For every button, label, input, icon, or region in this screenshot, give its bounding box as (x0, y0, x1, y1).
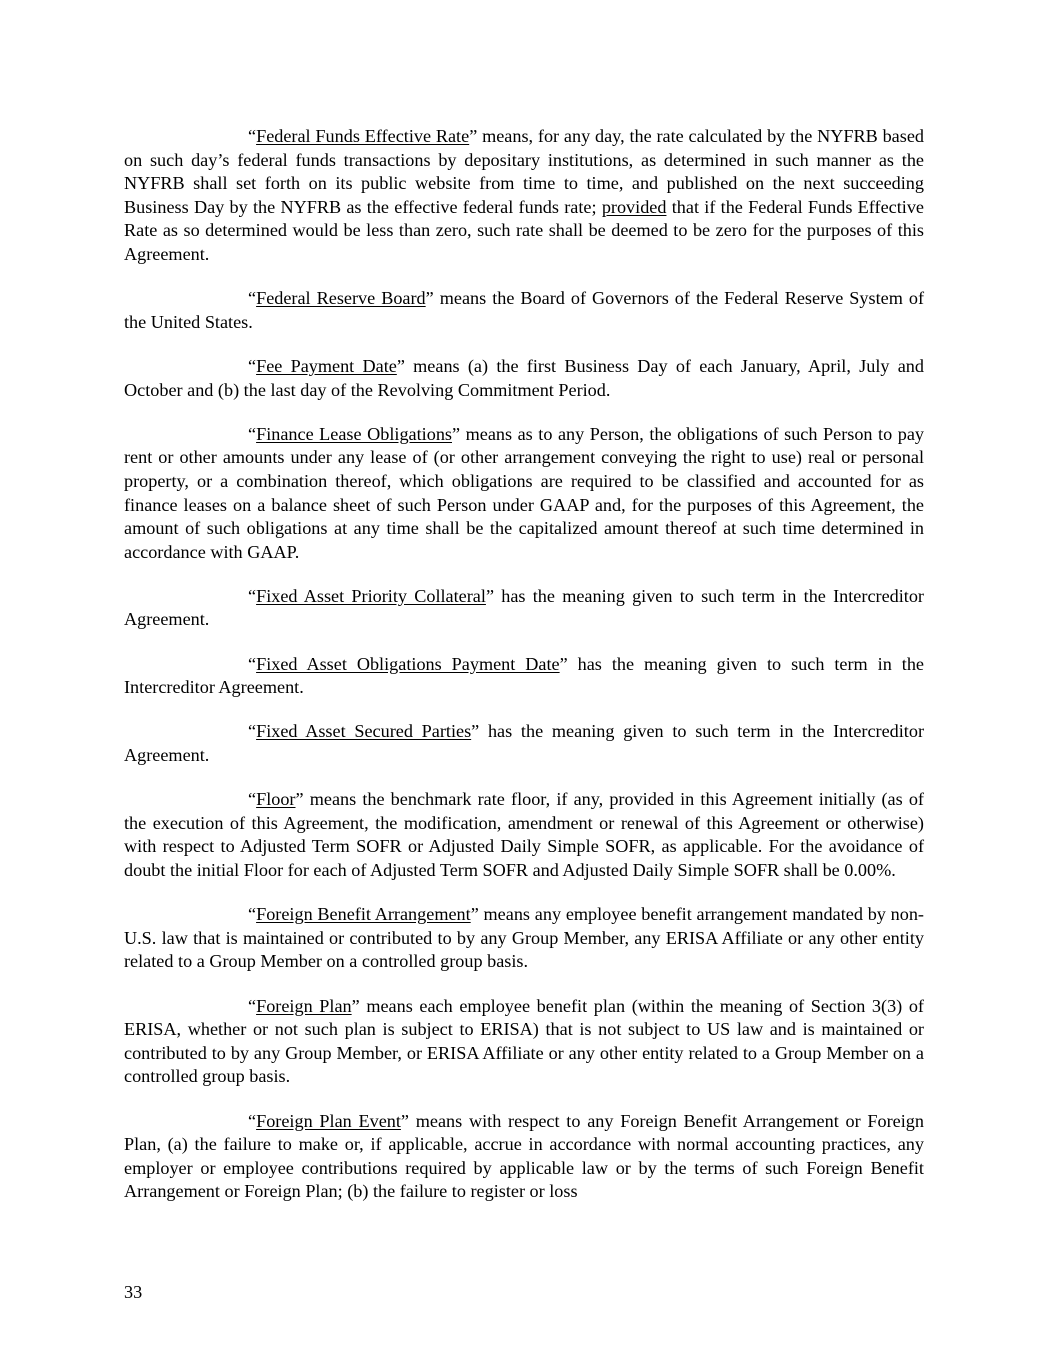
definition-fixed-asset-obligations-payment-date (124, 653, 924, 700)
defined-term: Fee Payment Date (256, 355, 397, 376)
open-quote: “ (248, 789, 257, 810)
defined-term: Foreign Plan Event (256, 1110, 401, 1131)
defined-term: Fixed Asset Obligations Payment Date (256, 653, 560, 674)
definition-text: means each employee benefit plan (within the meaning of Section 3(3) of ERISA, whether or not such plan is subject to ERISA) that is not subject to US law and is maintained or contributed to by any Group Member, or ERISA Affiliate or any other entity related to a Group Member on a controlled group basis. (124, 995, 924, 1087)
open-quote: “ (248, 288, 257, 309)
definition-foreign-benefit-arrangement (124, 903, 924, 974)
defined-term: Federal Funds Effective Rate (256, 126, 470, 146)
defined-term: Fixed Asset Priority Collateral (256, 585, 486, 606)
open-quote: “ (248, 423, 257, 444)
close-quote: ” (470, 904, 479, 925)
definition-federal-reserve-board (124, 287, 924, 334)
definition-text: means the benchmark rate floor, if any, provided in this Agreement initially (as of the execution of this Agreement, the modification, amendment or renewal of this Agreement or otherwise) with respect to Adjusted Term SOFR or Adjusted Daily Simple SOFR, as applicable. For the avoidance of doubt the initial Floor for each of Adjusted Term SOFR and Adjusted Daily Simple SOFR shall be 0.00%. (124, 789, 924, 880)
definition-text: means any employee benefit arrangement mandated by non-U.S. law that is maintained or contributed to by any Group Member, any ERISA Affiliate or any other entity related to a Group Member on a controlled group basis. (124, 904, 924, 972)
provided-term: provided (601, 196, 667, 217)
open-quote: “ (248, 126, 257, 146)
close-quote: ” (559, 653, 568, 674)
definition-fixed-asset-secured-parties (124, 720, 924, 767)
open-quote: “ (248, 585, 257, 606)
definition-text: means as to any Person, the obligations of such Person to pay rent or other amounts under any lease of (or other arrangement conveying the right to use) real or personal property, or a combination thereof, which obligations are required to be classified and accounted for as finance leases on a balance sheet of such Person under GAAP and, for the purposes of this Agreement, the amount of such obligations at any time shall be the capitalized amount thereof at such time determined in accordance with GAAP. (124, 423, 924, 562)
close-quote: ” (400, 1110, 409, 1131)
definition-text: has the meaning given to such term in the Intercreditor Agreement. (124, 721, 924, 766)
definition-foreign-plan (124, 995, 924, 1089)
defined-term: Floor (256, 789, 296, 810)
close-quote: ” (351, 995, 360, 1016)
definition-federal-funds-effective-rate (124, 125, 924, 267)
document-page (124, 125, 924, 1225)
defined-term: Finance Lease Obligations (256, 423, 452, 444)
close-quote: ” (471, 721, 480, 742)
open-quote: “ (248, 355, 257, 376)
definition-floor (124, 788, 924, 882)
definition-text: has the meaning given to such term in the Intercreditor Agreement. (124, 585, 924, 630)
definition-text: means (a) the first Business Day of each January, April, July and October and (b) the last day of the Revolving Commitment Period. (124, 355, 924, 400)
defined-term: Federal Reserve Board (256, 288, 426, 309)
defined-term: Fixed Asset Secured Parties (256, 721, 472, 742)
definition-text: means with respect to any Foreign Benefit Arrangement or Foreign Plan, (a) the failure to make or, if applicable, accrue in accordance with normal accounting practices, any employer or employee contributions required by applicable law or by the terms of such Foreign Benefit Arrangement or Foreign Plan; (b) the failure to register or loss (124, 1110, 924, 1202)
definition-fixed-asset-priority-collateral (124, 585, 924, 632)
definition-text: has the meaning given to such term in the Intercreditor Agreement. (124, 653, 924, 698)
open-quote: “ (248, 904, 257, 925)
close-quote: ” (396, 355, 405, 376)
close-quote: ” (425, 288, 434, 309)
open-quote: “ (248, 995, 257, 1016)
close-quote: ” (469, 126, 478, 146)
open-quote: “ (248, 653, 257, 674)
open-quote: “ (248, 1110, 257, 1131)
definition-fee-payment-date (124, 355, 924, 402)
close-quote: ” (485, 585, 495, 606)
definition-foreign-plan-event (124, 1110, 924, 1204)
definition-text: means the Board of Governors of the Federal Reserve System of the United States. (124, 288, 925, 332)
close-quote: ” (452, 423, 461, 444)
defined-term: Foreign Plan (256, 995, 352, 1016)
definition-text-continued: that if the Federal Funds Effective Rate as so determined would be less than zero, such rate shall be deemed to be zero for the purposes of this Agreement. (124, 196, 924, 264)
close-quote: ” (295, 789, 304, 810)
open-quote: “ (248, 721, 257, 742)
definition-text: means, for any day, the rate calculated by the NYFRB based on such day’s federal funds transactions by depositary institutions, as determined in such manner as the NYFRB shall set forth on its public website from time to time, and published on the next succeeding Business Day by the NYFRB as the effective federal funds rate; (124, 126, 925, 217)
defined-term: Foreign Benefit Arrangement (256, 904, 471, 925)
page-number: 33 (124, 1282, 143, 1302)
definition-finance-lease-obligations (124, 423, 924, 565)
